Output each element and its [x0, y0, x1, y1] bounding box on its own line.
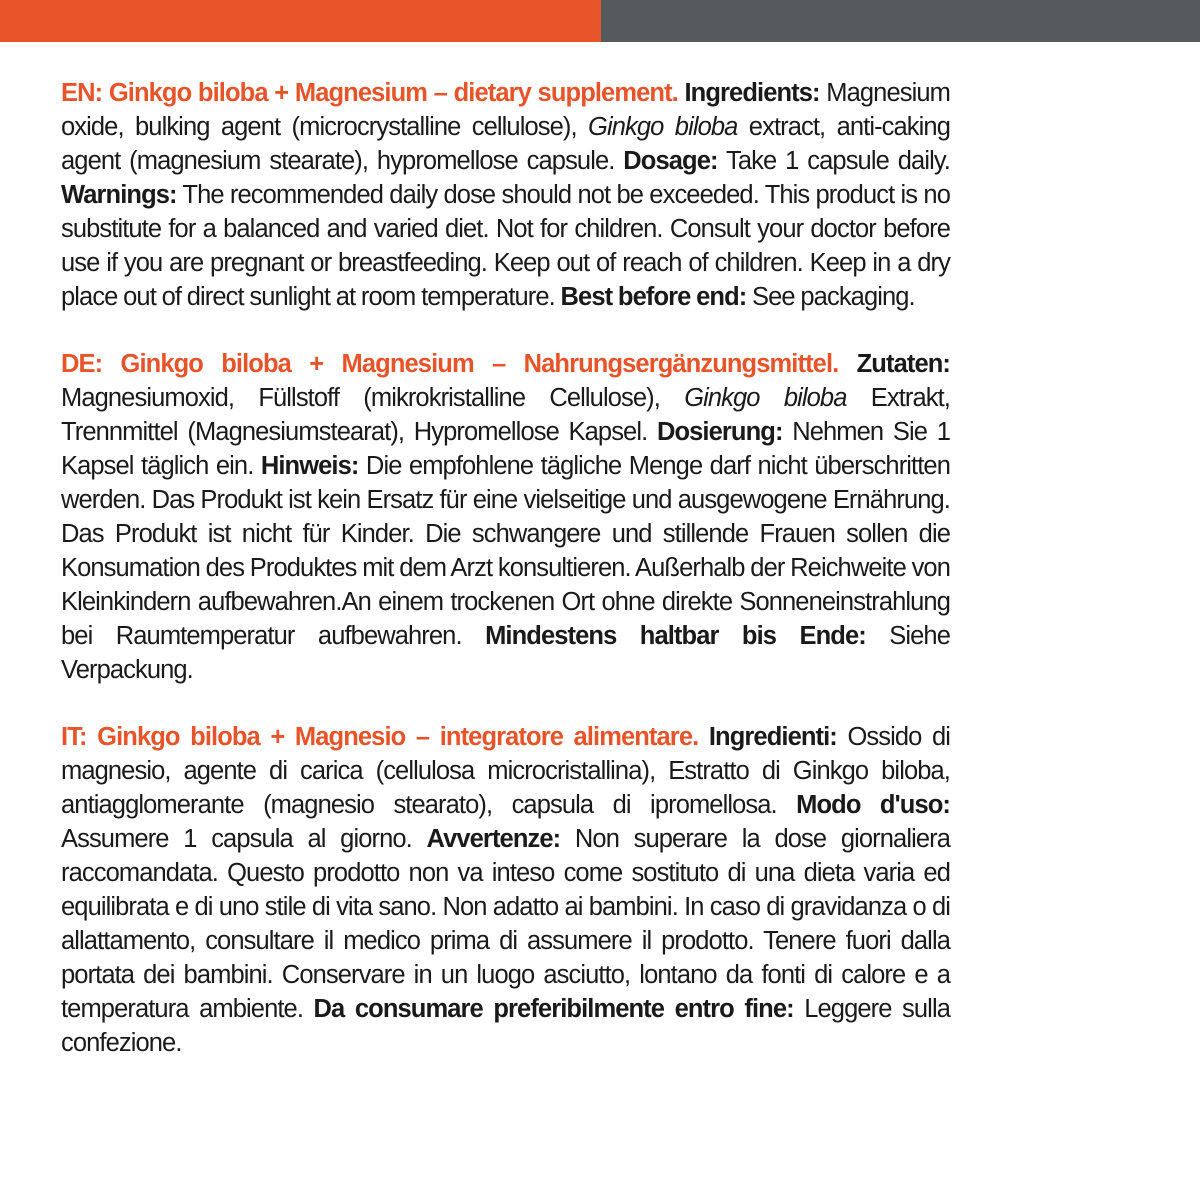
ingredients-text-cont: Extrakt, Trennmittel (Magnesiumstearat), Hypromellose Kapsel. — [61, 384, 950, 446]
section-it — [61, 720, 950, 1060]
top-bar-gray-segment — [601, 0, 1200, 42]
ingredients-italic: Ginkgo biloba — [588, 113, 738, 141]
best-before-label: Da consumare preferibilmente entro fine: — [313, 995, 794, 1023]
ingredients-label: Ingredients: — [684, 79, 820, 107]
section-heading: DE: Ginkgo biloba + Magnesium – Nahrungsergänzungsmittel. — [61, 350, 839, 378]
best-before-text: Leggere sulla confezione. — [61, 995, 950, 1057]
top-color-bar — [0, 0, 1200, 42]
best-before-label: Mindestens haltbar bis Ende: — [485, 622, 866, 650]
best-before-text: Siehe Verpackung. — [61, 622, 950, 684]
warnings-text: The recommended daily dose should not be exceeded. This product is no substitute for a balanced and varied diet. Not for children. Consult your doctor before use if you are pregnant or breastfeeding. Keep out of reach of children. Keep in a dry place out of direct sunlight at room temperature. — [61, 181, 950, 311]
best-before-label: Best before end: — [560, 283, 747, 311]
top-bar-orange-segment — [0, 0, 601, 42]
ingredients-label: Zutaten: — [856, 350, 950, 378]
section-de — [61, 347, 950, 687]
warnings-text: Die empfohlene tägliche Menge darf nicht überschritten werden. Das Produkt ist kein Ersatz für eine vielseitige und ausgewogene Ernährung. Das Produkt ist nicht für Kinder. Die schwangere und stillende Frauen sollen die Konsumation des Produktes mit dem Arzt konsultieren. Außerhalb der Reichweite von Kleinkindern aufbewahren.An einem trockenen Ort ohne direkte Sonneneinstrahlung bei Raumtemperatur aufbewahren. — [61, 452, 950, 650]
best-before-text: See packaging. — [746, 283, 915, 311]
ingredients-italic: Ginkgo biloba — [684, 384, 847, 412]
dosage-text: Take 1 capsule daily. — [717, 147, 950, 175]
dosage-text: Nehmen Sie 1 Kapsel täglich ein. — [61, 418, 950, 480]
dosage-label: Dosierung: — [656, 418, 783, 446]
section-heading: EN: Ginkgo biloba + Magnesium – dietary supplement. — [61, 79, 678, 107]
dosage-text: Assumere 1 capsula al giorno. — [61, 825, 427, 853]
ingredients-label: Ingredienti: — [708, 723, 837, 751]
warnings-label: Warnings: — [61, 181, 177, 209]
section-en — [61, 76, 950, 314]
label-text-content — [61, 76, 950, 1060]
ingredients-text: Magnesiumoxid, Füllstoff (mikrokristalline Cellulose), — [61, 384, 685, 412]
section-heading: IT: Ginkgo biloba + Magnesio – integratore alimentare. — [61, 723, 699, 751]
warnings-text: Non superare la dose giornaliera raccomandata. Questo prodotto non va inteso come sostituto di una dieta varia ed equilibrata e di uno stile di vita sano. Non adatto ai bambini. In caso di gravidanza o di allattamento, consultare il medico prima di assumere il prodotto. Tenere fuori dalla portata dei bambini. Conservare in un luogo asciutto, lontano da fonti di calore e a temperatura ambiente. — [61, 825, 950, 1023]
ingredients-text: Ossido di magnesio, agente di carica (cellulosa microcristallina), Estratto di Ginkgo biloba, antiagglomerante (magnesio stearato), capsula di ipromellosa. — [61, 723, 950, 819]
warnings-label: Hinweis: — [260, 452, 359, 480]
ingredients-text-cont: extract, anti-caking agent (magnesium stearate), hypromellose capsule. — [61, 113, 950, 175]
ingredients-text: Magnesium oxide, bulking agent (microcrystalline cellulose), — [61, 79, 950, 141]
dosage-label: Modo d'uso: — [796, 791, 950, 819]
warnings-label: Avvertenze: — [426, 825, 561, 853]
dosage-label: Dosage: — [623, 147, 718, 175]
